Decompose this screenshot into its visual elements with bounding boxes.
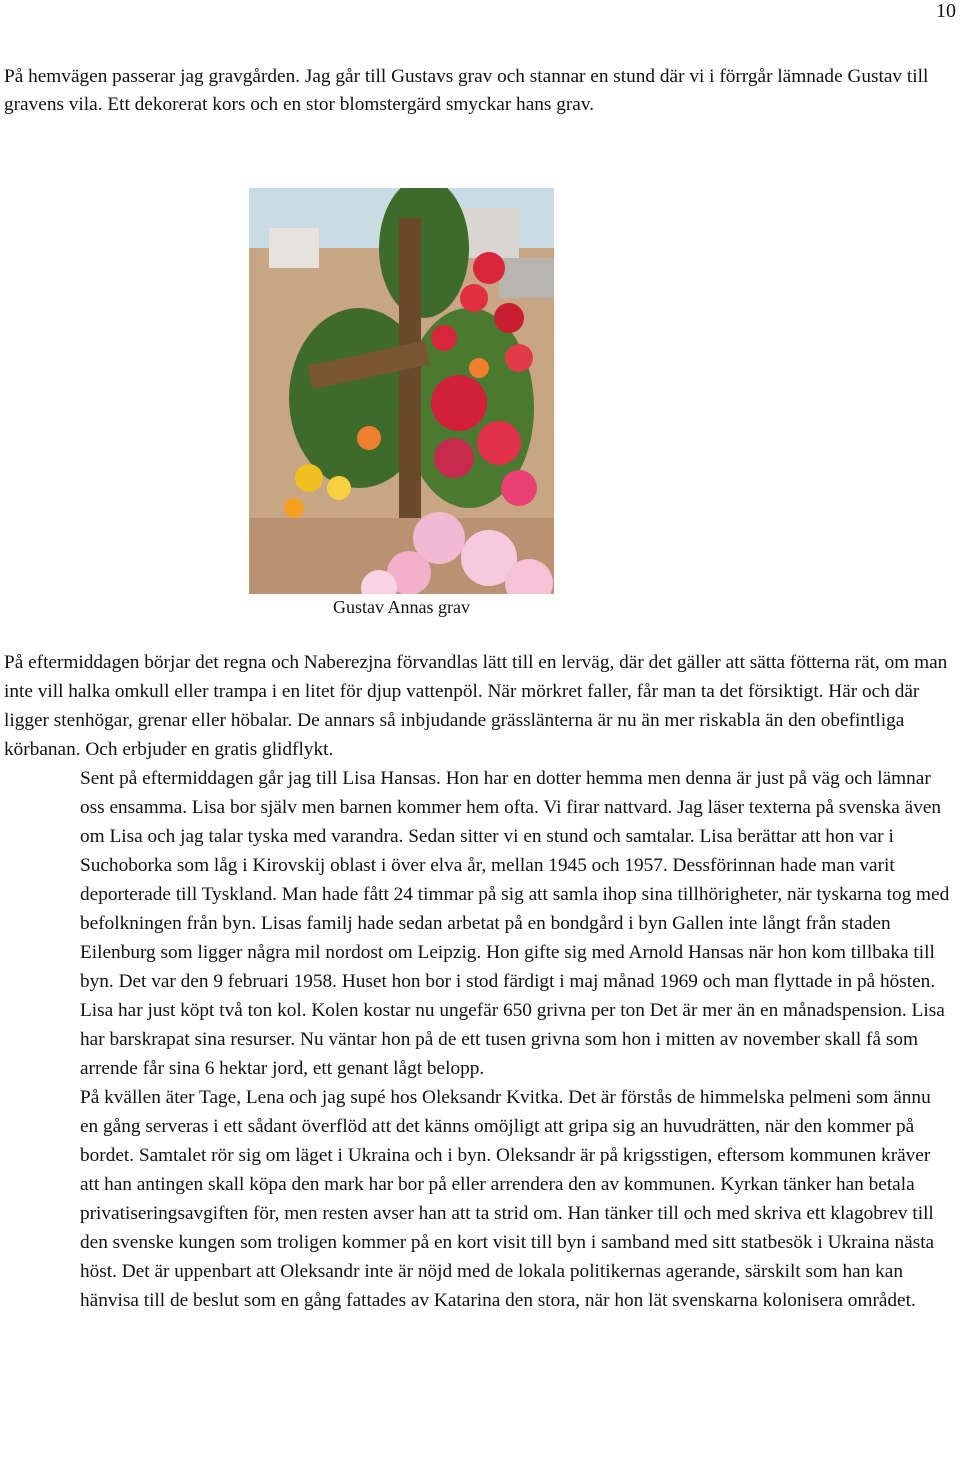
body-text <box>4 648 950 1315</box>
paragraph-rain: På eftermiddagen börjar det regna och Naberezjna förvandlas lätt till en lerväg, där det gäller att sätta fötterna rät, om man inte vill halka omkull eller trampa i en litet för djup vattenpöl. När mörkret faller, får man ta det försiktigt. Här och där ligger stenhögar, grenar eller höbalar. De annars så inbjudande grässlänterna är nu än mer riskabla än den obefintliga körbanan. Och erbjuder en gratis glidflykt. <box>4 652 948 760</box>
paragraph-graveyard: På hemvägen passerar jag gravgården. Jag går till Gustavs grav och stannar en stund där vi i förrgår lämnade Gustav till gravens vila. Ett dekorerat kors och en stor blomstergärd smyckar hans grav. <box>4 66 929 115</box>
paragraph-lisa-hansas: Sent på eftermiddagen går jag till Lisa Hansas. Hon har en dotter hemma men denna är just på väg och lämnar oss ensamma. Lisa bor själv men barnen kommer hem ofta. Vi firar nattvard. Jag läser texterna på svenska även om Lisa och jag talar tyska med varandra. Sedan sitter vi en stund och samtalar. Lisa berättar att hon var i Suchoborka som låg i Kirovskij oblast i över elva år, mellan 1945 och 1957. Dessförinnan hade man varit deporterade till Tyskland. Man hade fått 24 timmar på sig att samla ihop sina tillhörigheter, när tyskarna tog med befolkningen från byn. Lisas familj hade sedan arbetat på en bondgård i byn Gallen inte långt från staden Eilenburg som ligger några mil nordost om Leipzig. Hon gifte sig med Arnold Hansas när hon kom tillbaka till byn. Det var den 9 februari 1958. Huset hon bor i stod färdigt i maj månad 1969 och man flyttade in på hösten. Lisa har just köpt två ton kol. Kolen kostar nu ungefär 650 grivna per ton Det är mer än en månadspension. Lisa har barskrapat sina resurser. Nu väntar hon på de ett tusen grivna som hon i mitten av november skall få som arrende får sina 6 hektar jord, ett genant lågt belopp. <box>80 768 950 1079</box>
photo-caption: Gustav Annas grav <box>333 597 470 617</box>
grave-photo <box>249 188 554 594</box>
paragraph-supper: På kvällen äter Tage, Lena och jag supé hos Oleksandr Kvitka. Det är förstås de himmelska pelmeni som ännu en gång serveras i ett sådant överflöd att det känns omöjligt att gripa sig an huvudrätten, när den kommer på bordet. Samtalet rör sig om läget i Ukraina och i byn. Oleksandr är på krigsstigen, eftersom kommunen kräver att han antingen skall köpa den mark har bor på eller arrendera den av kommunen. Kyrkan tänker han betala privatiseringsavgiften för, men resten avser han att ta strid om. Han tänker till och med skriva ett klagobrev till den svenske kungen som troligen kommer på en kort visit till byn i samband med sitt statbesök i Ukraina nästa höst. Det är uppenbart att Oleksandr inte är nöjd med de lokala politikernas agerande, särskilt som han kan hänvisa till de beslut som en gång fattades av Katarina den stora, när hon lät svenskarna kolonisera området. <box>80 1087 935 1311</box>
page-number: 10 <box>936 0 956 22</box>
